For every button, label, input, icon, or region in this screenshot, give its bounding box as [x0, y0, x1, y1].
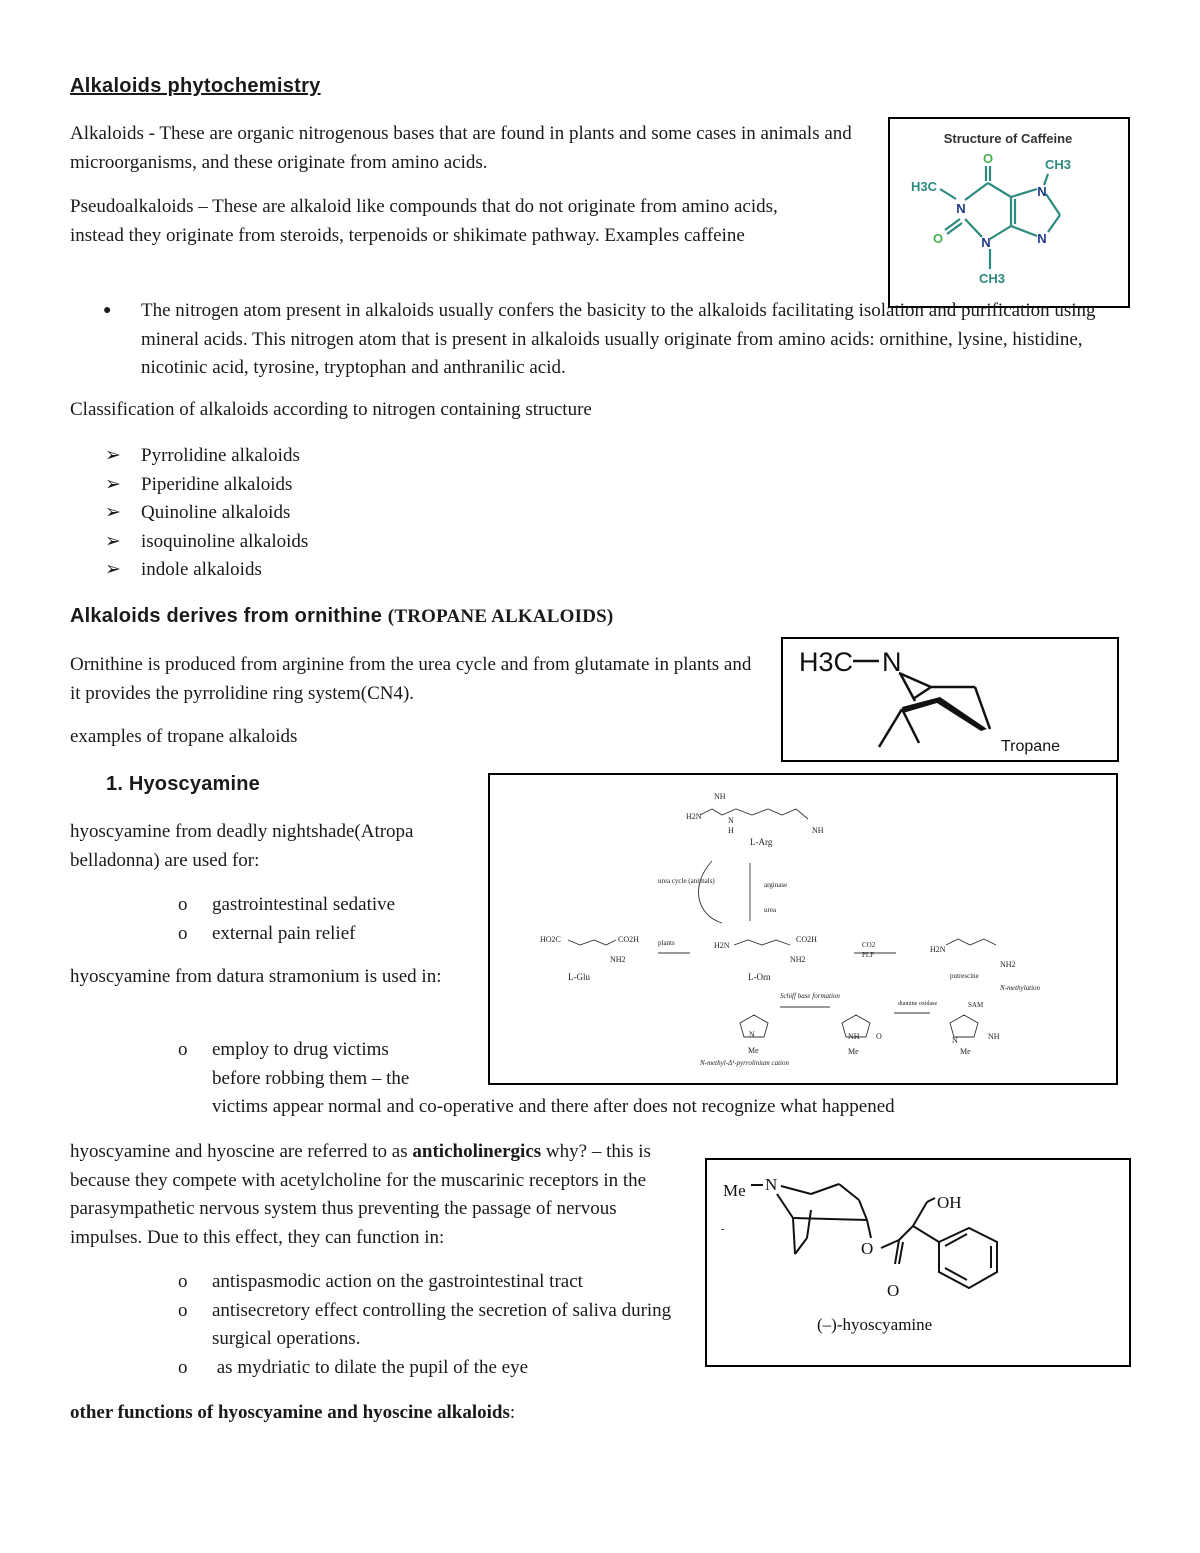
arrowhead-bullet-icon: ➢ [105, 473, 121, 495]
pathway-label: Me [748, 1046, 759, 1055]
hyoscyamine-oh: OH [937, 1193, 962, 1212]
pathway-label: NH2 [610, 955, 626, 964]
anticholinergic-post: why? – this is because they compete with acetylcholine for the muscarinic receptors in the parasympathetic nervous system thus preventing the passage of nervous impulses. Due to this effect, they can function in: [70, 1141, 651, 1248]
classification-item: indole alkaloids [141, 559, 262, 580]
caffeine-n3: N [981, 235, 991, 250]
anticholinergic-functions-list [178, 1268, 682, 1382]
pathway-label: NH2 [790, 955, 806, 964]
caffeine-n-imidazole-top: N [1037, 184, 1047, 199]
datura-paragraph: hyoscyamine from datura stramonium is used in: [70, 966, 442, 987]
tropane-structure-figure [781, 637, 1119, 762]
pathway-label: plants [658, 939, 675, 947]
caffeine-ch3-bottom: CH3 [978, 271, 1006, 286]
pathway-label: putrescine [950, 972, 979, 980]
function-item: as mydriatic to dilate the pupil of the eye [212, 1356, 529, 1378]
caffeine-n1: N [956, 201, 966, 216]
hyoscyamine-o-carbonyl: O [887, 1281, 900, 1300]
nitrogen-bullet-text: The nitrogen atom present in alkaloids usually confers the basicity to the alkaloids facilitating isolation and purification using mineral acids. This nitrogen atom that is present in alkaloids usually originate from amino acids: ornithine, lysine, histidine, nicotinic acid, tyrosine, tryptophan and anthranilic acid. [141, 300, 1096, 378]
list-item [178, 1354, 682, 1383]
page-title: Alkaloids phytochemistry [70, 75, 321, 97]
classification-heading: Classification of alkaloids according to nitrogen containing structure [70, 399, 592, 420]
circle-bullet-icon: o [178, 1356, 188, 1378]
tropane-caption: Tropane [1001, 738, 1060, 755]
caffeine-n-imidazole-bottom: N [1037, 231, 1047, 246]
nightshade-paragraph: hyoscyamine from deadly nightshade(Atropa belladonna) are used for: [70, 821, 414, 871]
hyoscyamine-structure-figure [705, 1158, 1131, 1367]
hyoscyamine-structure-diagram [707, 1160, 1128, 1364]
tropane-examples-text: examples of tropane alkaloids [70, 726, 298, 747]
caffeine-title: Structure of Caffeine [943, 131, 1073, 146]
classification-item: Quinoline alkaloids [141, 502, 291, 523]
pathway-label: O [876, 1032, 882, 1041]
caffeine-ch3-top: CH3 [1044, 157, 1072, 172]
anticholinergic-pre: hyoscyamine and hyoscine are referred to as [70, 1141, 413, 1162]
hyoscyamine-caption: (–)-hyoscyamine [817, 1315, 933, 1334]
pathway-label: Me [960, 1047, 971, 1056]
pathway-label: CO2 [862, 941, 876, 949]
pathway-label: urea cycle (animals) [658, 877, 715, 885]
pathway-label: L-Orn [748, 972, 771, 982]
pathway-label: L-Glu [568, 972, 590, 982]
caffeine-structure-diagram [890, 119, 1127, 305]
list-item [105, 471, 541, 500]
hyoscyamine-me: Me [723, 1181, 746, 1200]
list-item [103, 297, 1131, 383]
pathway-label: N [728, 816, 734, 825]
pathway-label: H2N [714, 941, 730, 950]
pathway-label: PLP [862, 951, 875, 959]
ornithine-section-heading [70, 605, 613, 628]
ornithine-heading-main: Alkaloids derives from ornithine [70, 605, 383, 627]
list-item [105, 499, 541, 528]
other-functions-heading [70, 1399, 515, 1428]
arrowhead-bullet-icon: ➢ [105, 530, 121, 552]
classification-list [105, 442, 541, 585]
pathway-label: N [952, 1036, 958, 1045]
pathway-label: NH2 [1000, 960, 1016, 969]
nightshade-uses-list [178, 891, 472, 948]
circle-bullet-icon: o [178, 894, 188, 915]
pathway-label: CO2H [796, 935, 817, 944]
pathway-label: H2N [686, 812, 702, 821]
nightshade-use-item: external pain relief [212, 922, 356, 944]
anticholinergics-paragraph [70, 1138, 690, 1252]
caffeine-h3c: H3C [910, 179, 938, 194]
tropane-structure-diagram [783, 639, 1116, 759]
pathway-label: L-Arg [750, 837, 773, 847]
pathway-label: urea [764, 906, 777, 914]
alkaloids-definition: Alkaloids - These are organic nitrogenous bases that are found in plants and some cases in animals and microorganisms, and these originate from amino acids. [70, 123, 852, 173]
classification-item: Piperidine alkaloids [141, 473, 293, 495]
pathway-label: H2N [930, 945, 946, 954]
circle-bullet-icon: o [178, 1271, 188, 1292]
hyoscyamine-dash: - [721, 1224, 725, 1235]
list-item [178, 1297, 682, 1354]
anticholinergics-term: anticholinergics [412, 1141, 542, 1162]
function-item: antispasmodic action on the gastrointestinal tract [212, 1271, 583, 1292]
arrowhead-bullet-icon: ➢ [105, 559, 121, 580]
pathway-label: Me [848, 1047, 859, 1056]
circle-bullet-icon: o [178, 1299, 188, 1321]
list-item [105, 442, 541, 471]
ornithine-heading-sub: (TROPANE ALKALOIDS) [387, 606, 614, 627]
pathway-label: NH [714, 792, 726, 801]
pathway-label: N [749, 1030, 755, 1039]
list-item [178, 1268, 682, 1297]
tropane-h3c: H3C [799, 647, 854, 677]
other-functions-bold: other functions of hyoscyamine and hyoscine alkaloids [70, 1402, 510, 1423]
circle-bullet-icon: o [178, 1039, 188, 1060]
pathway-label: N-methyl-Δ¹-pyrrolinium cation [700, 1059, 789, 1067]
list-item [178, 891, 472, 920]
arrowhead-bullet-icon: ➢ [105, 445, 121, 466]
classification-item: Pyrrolidine alkaloids [141, 445, 300, 466]
list-item [178, 920, 472, 949]
pathway-label: diamine oxidase [898, 1001, 938, 1007]
datura-use-text: employ to drug victims before robbing them – the victims appear normal and co-operative and there after does not recognize what happened [212, 1039, 895, 1117]
pathway-label: Schiff base formation [780, 992, 840, 1000]
pathway-label: N-methylation [1000, 984, 1041, 992]
circle-bullet-icon: o [178, 922, 188, 944]
other-functions-colon: : [509, 1402, 516, 1423]
classification-item: isoquinoline alkaloids [141, 530, 309, 552]
tropane-n: N [882, 647, 902, 677]
hyoscyamine-o-ring: O [861, 1239, 874, 1258]
nitrogen-bullet-list [103, 297, 1131, 383]
list-item [105, 528, 541, 557]
pathway-label: H [728, 826, 734, 835]
pathway-label: NH [848, 1032, 860, 1041]
caffeine-oxygen-left: O [932, 231, 944, 246]
pathway-label: NH [812, 826, 824, 835]
hyoscyamine-n: N [765, 1175, 778, 1194]
pathway-label: NH [988, 1032, 1000, 1041]
caffeine-oxygen-top: O [982, 151, 994, 166]
function-item: antisecretory effect controlling the secretion of saliva during surgical operations. [212, 1299, 672, 1349]
ornithine-paragraph: Ornithine is produced from arginine from the urea cycle and from glutamate in plants and it provides the pyrrolidine ring system(CN4). [70, 654, 752, 704]
pathway-label: CO2H [618, 935, 639, 944]
pathway-label: SAM [968, 1001, 984, 1009]
pseudoalkaloids-definition: Pseudoalkaloids – These are alkaloid like compounds that do not originate from amino acids, instead they originate from steroids, terpenoids or shikimate pathway. Examples caffeine [70, 196, 778, 246]
pathway-label: arginase [764, 881, 788, 889]
caffeine-structure-figure [888, 117, 1130, 308]
bullet-dot-icon: ● [103, 303, 112, 318]
pathway-label: HO2C [540, 935, 561, 944]
list-item [105, 556, 541, 585]
arrowhead-bullet-icon: ➢ [105, 502, 121, 523]
nightshade-use-item: gastrointestinal sedative [212, 894, 396, 915]
hyoscyamine-heading: 1. Hyoscyamine [106, 773, 260, 795]
